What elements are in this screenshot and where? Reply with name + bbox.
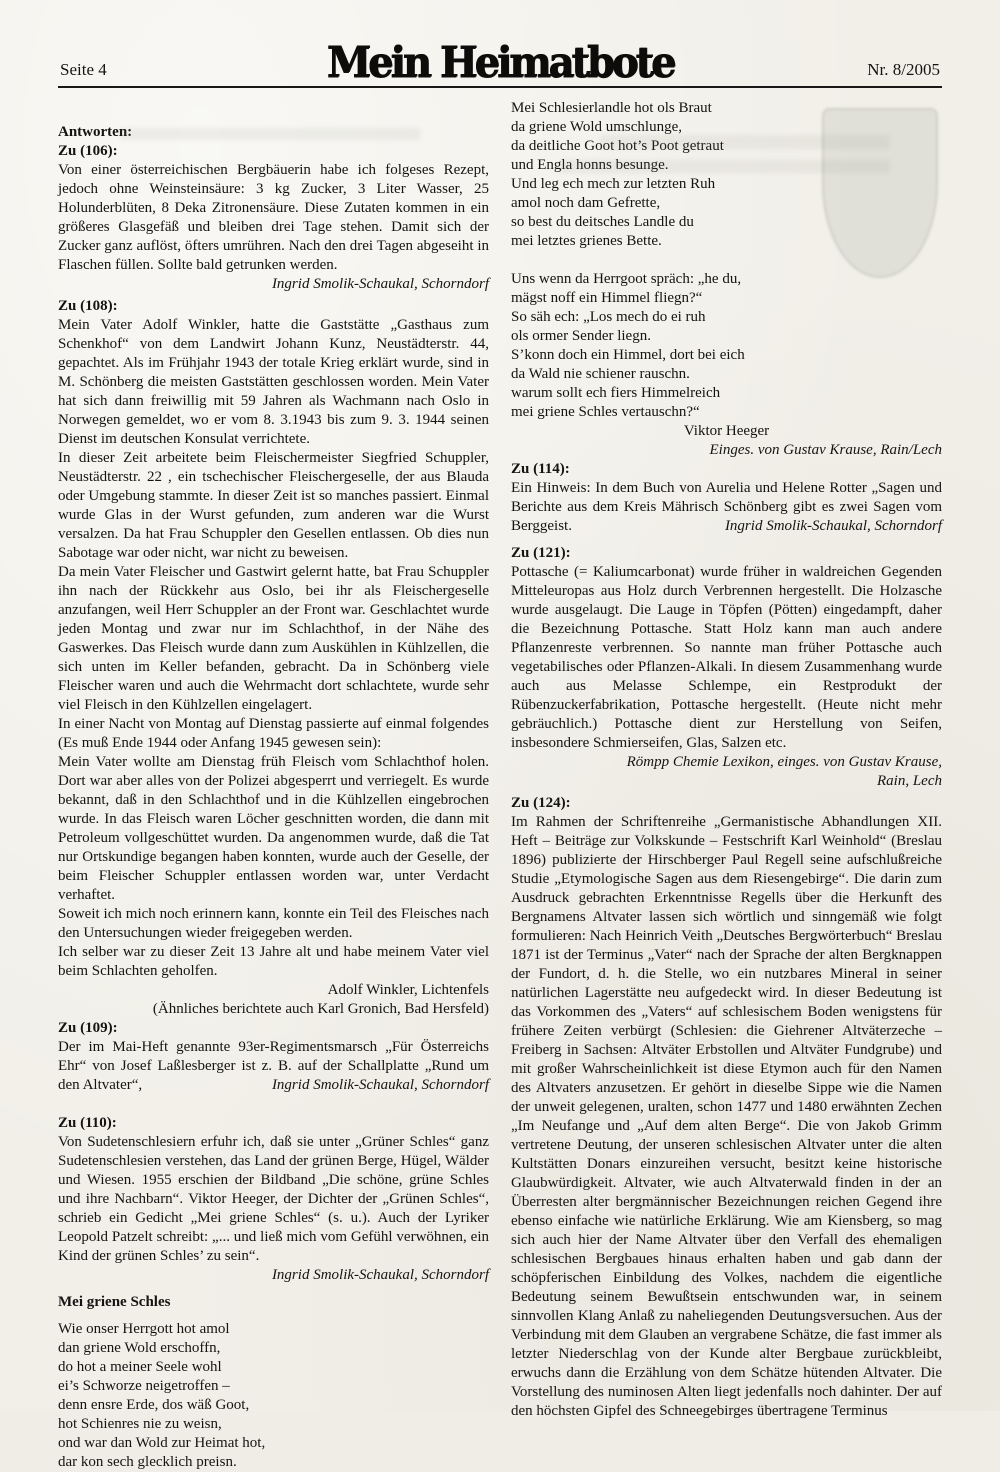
section-body-114-text: Ein Hinweis: In dem Buch von Aurelia und Helene Rotter „Sagen und Berichte aus dem Kreis Mährisch Schönberg gibt es zwei Sagen vom Berggeist. (511, 480, 942, 534)
article-columns (58, 99, 942, 1472)
poem-line: und Engla honns besunge. (511, 157, 669, 173)
poem-title: Mei griene Schles (58, 1294, 171, 1310)
section-body-121: Pottasche (= Kaliumcarbonat) wurde früher in waldreichen Gegenden Mitteleuropas aus Holz durch Verbrennen hergestellt. Die Holzasche wurde ausgelaugt. Die Lauge in Töpfen (Pötten) eingedampft, daher die Bezeichnung Pottasche. Statt Holz kann man auch andere Pflanzenreste verbrennen. So nannte man früher Pottasche auch vegetabilisches oder Pflanzen-Alkali. In diesem Zusammenhang wurde auch aus Melasse Schlempe, ein Restprodukt der Rübenzuckerfabrikation, Pottasche hergestellt. (Heute nicht mehr gebräuchlich.) Pottasche dient zur Herstellung von Seifen, insbesondere Schmierseifen, Glas, Salzen etc. (511, 564, 942, 751)
poem-line: ei’s Schworze neigetroffen – (58, 1378, 230, 1394)
signature-114: Ingrid Smolik-Schaukal, Schorndorf (724, 518, 942, 534)
section-body-106: Von einer österreichischen Bergbäuerin habe ich folgeses Rezept, jedoch ohne Weinsteinsäure: 3 kg Zucker, 3 Liter Wasser, 25 Holunderblüten, 8 Deka Zitronensäure. Diese Zutaten kommen in ein größeres Glasgefäß und bleiben drei Tage stehen. Damit sich der Zucker ganz auflöst, öfters umrühren. Nach den drei Tagen abgeseiht in Flaschen füllen. Sollte bald getrunken werden. (58, 162, 489, 273)
section-body-109 (58, 1038, 489, 1095)
section-body-108-p7: Ich selber war zu dieser Zeit 13 Jahre alt und habe meinem Vater viel beim Schlachten geholfen. (58, 944, 489, 979)
poem-line: do hot a meiner Seele wohl (58, 1359, 222, 1375)
section-body-124: Im Rahmen der Schriftenreihe „Germanistische Abhandlungen XII. Heft – Beiträge zur Volkskunde – Festschrift Karl Weinhold“ (Breslau 1896) publizierte der Hirschberger Paul Regell seine aufschlußreiche Studie „Etymologische Sagen aus dem Riesengebirge“. Die darin zum Ausdruck gebrachten Erkenntnisse Regells über die Herkunft des Bergnamens Altvater lassen sich wörtlich und sinngemäß wie folgt formulieren: Nach Heinrich Veith „Deutsches Bergwörterbuch“ Breslau 1871 ist der Terminus „Vater“ nach der Sprache der alten Bergknappen der Fundort, d. h. die Stelle, wo ein nutzbares Mineral in seiner natürlichen Lagerstätte neu aufgedeckt wird. In dieser Bedeutung ist das Vorkommen des „Vaters“ auf schlesischem Boden wenigstens für frühere Zeiten verbürgt (Schlesien: die Giehrener Altväterzeche – Freiberg in Sachsen: Altväter Erbstollen und Altväter Fundgrube) und mit großer Wahrscheinlichkeit ist diese Etymon auch für den Namen des Altvaters anzusetzen. Er gehört in dieselbe Sippe wie die Namen der unweit gelegenen, uralten, schon 1477 und 1480 erwähnten Zechen „Im Neufange und „Auf dem alten Berge“. Die von Jakob Grimm vertretene Deutung, der unseren schlesischen Altvater unter die alten Kultstätten Donars einzureihen versucht, besitzt keine historische Glaubwürdigkeit. Altvater, wie auch Altvaterwald finden in der an Überresten alter bergmännischer Bezeichnungen reichen Gegend ihre ebenso einfache wie natürliche Erklärung. Wie am Kiensberg, so mag sich auch hier der Name Altvater über den Verfall des ehemaligen schlesischen Bergbaues hinaus erhalten haben und gab dann der schöpferischen Einbildung des Volkes, nachdem die eigentliche Bedeutung seinem Bewußtsein entschwunden war, in seinem sinnvollen Klang Anlaß zu naheliegenden Deutungsversuchen. Aus der Verbindung mit dem Glauben an vergrabene Schätze, die fast immer als letzter Niederschlag von der Kunde alter Bergbaue zurückbleibt, erwuchs dann die Erzählung von dem Schätze hütenden Altvater. Die Vorstellung des numinosen Alten liegt jedenfalls noch dahinter. Der auf den höchsten Gipfel des Schneegebirges übertragene Terminus (511, 814, 942, 1419)
left-column (58, 99, 489, 1472)
section-body-108-p4: In einer Nacht von Montag auf Dienstag passierte auf einmal folgendes (Es muß Ende 1944 oder Anfang 1945 gewesen sein): (58, 716, 489, 751)
section-body-108-p6: Soweit ich mich noch erinnern kann, konnte ein Teil des Fleisches nach den Untersuchungen wieder freigegeben werden. (58, 906, 489, 941)
signature-108: Adolf Winkler, Lichtenfels (327, 982, 489, 998)
poem-line: denn ensre Erde, dos wäß Goot, (58, 1397, 250, 1413)
signature-106: Ingrid Smolik-Schaukal, Schorndorf (271, 276, 489, 292)
section-body-109-text: Der im Mai-Heft genannte 93er-Regimentsmarsch „Für Österreichs Ehr“ von Josef Laßlesberger ist z. B. auf der Schallplatte „Rund um den Altvater“, (58, 1039, 489, 1093)
poem-author: Viktor Heeger (683, 423, 770, 439)
masthead-logo: Mein Heimatbote (326, 37, 674, 88)
page-header (58, 0, 942, 86)
poem-line: da Wald nie schiener rauschn. (511, 366, 690, 382)
section-heading-106: Zu (106): (58, 143, 118, 159)
poem-line: mei letztes grienes Bette. (511, 233, 662, 249)
poem-line: ols ormer Sender liegn. (511, 328, 651, 344)
poem-line: da deitliche Goot hot’s Poot getraut (511, 138, 724, 154)
section-body-114 (511, 479, 942, 536)
poem-line: warum sollt ech fiers Himmelreich (511, 385, 721, 401)
section-body-108-p5: Mein Vater wollte am Dienstag früh Fleisch vom Schlachthof holen. Dort war aber alles von der Polizei abgesperrt und verriegelt. Es wurde bekannt, daß in den Schlachthof und in die Kühlzellen eingebrochen wurde. In das Fleisch waren Löcher geschnitten worden, die dann mit Petroleum vollgeschüttet wurden. Da angenommen wurde, daß die Tat nur Ortskundige begangen haben konnten, wurde auch der Geselle, der beim Fleischer Schuppler entlassen worden war, unter Verdacht verhaftet. (58, 754, 489, 903)
poem-line: Uns wenn da Herrgoot spräch: „he du, (511, 271, 742, 287)
poem-line: So säh ech: „Los mech do ei ruh (511, 309, 706, 325)
signature-121-line1: Römpp Chemie Lexikon, einges. von Gustav Krause, (626, 754, 942, 770)
signature-110: Ingrid Smolik-Schaukal, Schorndorf (271, 1267, 489, 1283)
signature-108-note: (Ähnliches berichtete auch Karl Gronich, Bad Hersfeld) (152, 1001, 489, 1017)
section-heading-110: Zu (110): (58, 1115, 117, 1131)
signature-121-line2: Rain, Lech (877, 773, 942, 789)
poem-submitter: Einges. von Gustav Krause, Rain/Lech (709, 442, 942, 458)
poem-line: mägst noff ein Himmel fliegn?“ (511, 290, 703, 306)
section-heading-109: Zu (109): (58, 1020, 118, 1036)
poem-line: amol noch dam Gefrette, (511, 195, 661, 211)
poem-stanza-1 (58, 1320, 489, 1472)
poem-line: S’konn doch ein Himmel, dort bei eich (511, 347, 745, 363)
poem-line: mei griene Schles vertauschn?“ (511, 404, 700, 420)
issue-number: Nr. 8/2005 (867, 60, 940, 79)
poem-line: Mei Schlesierlandle hot ols Braut (511, 100, 712, 116)
right-column (511, 99, 942, 1472)
poem-line: Und leg ech mech zur letzten Ruh (511, 176, 716, 192)
poem-stanza-3 (511, 270, 942, 422)
page-number: Seite 4 (60, 60, 107, 79)
poem-line: hot Schienres nie zu weisn, (58, 1416, 222, 1432)
poem-stanza-2 (511, 99, 942, 251)
section-body-110: Von Sudetenschlesiern erfuhr ich, daß sie unter „Grüner Schles“ ganz Sudetenschlesien verstehen, das Land der grünen Berge, Hügel, Wälder und Wiesen. 1955 erschien der Bildband „Die schöne, grüne Schles und ihre Nachbarn“. Viktor Heeger, der Dichter der „Grünen Schles“, schrieb ein Gedicht „Mei griene Schles“ (s. u.). Auch der Lyriker Leopold Patzelt schreibt: „... und ließ mich vom Gefühl verwöhnen, ein Kind der grünen Schles’ zu sein“. (58, 1134, 489, 1264)
signature-109: Ingrid Smolik-Schaukal, Schorndorf (271, 1077, 489, 1093)
poem-line: Wie onser Herrgott hot amol (58, 1321, 230, 1337)
section-body-108-p3: Da mein Vater Fleischer und Gastwirt gelernt hatte, bat Frau Schuppler ihn nach der Rückkehr aus Oslo, bei ihr als Fleischergeselle anzufangen, weil Herr Schuppler an der Front war. Geschlachtet wurde jeden Montag und zwar nur im Schlachthof, in der Nähe des Gaswerkes. Das Fleisch wurde dann zum Auskühlen in Kühlzellen, die sich unten im Keller befanden, gebracht. Da in Schönberg viele Fleischer waren und auch die Wehrmacht dort schlachtete, wurde sehr viel Fleisch in den Kühlzellen eingelagert. (58, 564, 489, 713)
section-body-108-p1: Mein Vater Adolf Winkler, hatte die Gaststätte „Gasthaus zum Schenkhof“ von dem Landwirt Johann Kunz, Neustädterstr. 44, gepachtet. Als im Frühjahr 1943 der totale Krieg erklärt wurde, sind in M. Schönberg die meisten Gaststätten geschlossen worden. Mein Vater hat sich dann freiwillig mit 59 Jahren als Wachmann nach Oslo in Norwegen gemeldet, wo er vom 8. 3.1943 bis zum 9. 3. 1944 seinen Dienst im deutschen Konsulat verrichtete. (58, 317, 489, 447)
section-body-108-p2: In dieser Zeit arbeitete beim Fleischermeister Siegfried Schuppler, Neustädterstr. 22 , ein tschechischer Fleischergeselle, der aus Blauda oder Umgebung stammte. In dieser Zeit ist so manches passiert. Einmal wurde Glas in der Wurst gefunden, zum anderen war die Wurst versalzen. Da hat Frau Schuppler den Gesellen entlassen. Ob dies nun Sabotage war oder nicht, war nicht zu beweisen. (58, 450, 489, 561)
poem-line: ond war dan Wold zur Heimat hot, (58, 1435, 266, 1451)
section-heading-108: Zu (108): (58, 298, 118, 314)
answers-heading: Antworten: (58, 124, 133, 140)
poem-line: so best du deitsches Landle du (511, 214, 694, 230)
poem-line: da griene Wold umschlunge, (511, 119, 682, 135)
section-heading-121: Zu (121): (511, 545, 571, 561)
poem-line: dan griene Wold erschoffn, (58, 1340, 221, 1356)
poem-line: dar kon sech glecklich preisn. (58, 1454, 237, 1470)
section-heading-114: Zu (114): (511, 461, 570, 477)
section-heading-124: Zu (124): (511, 795, 571, 811)
